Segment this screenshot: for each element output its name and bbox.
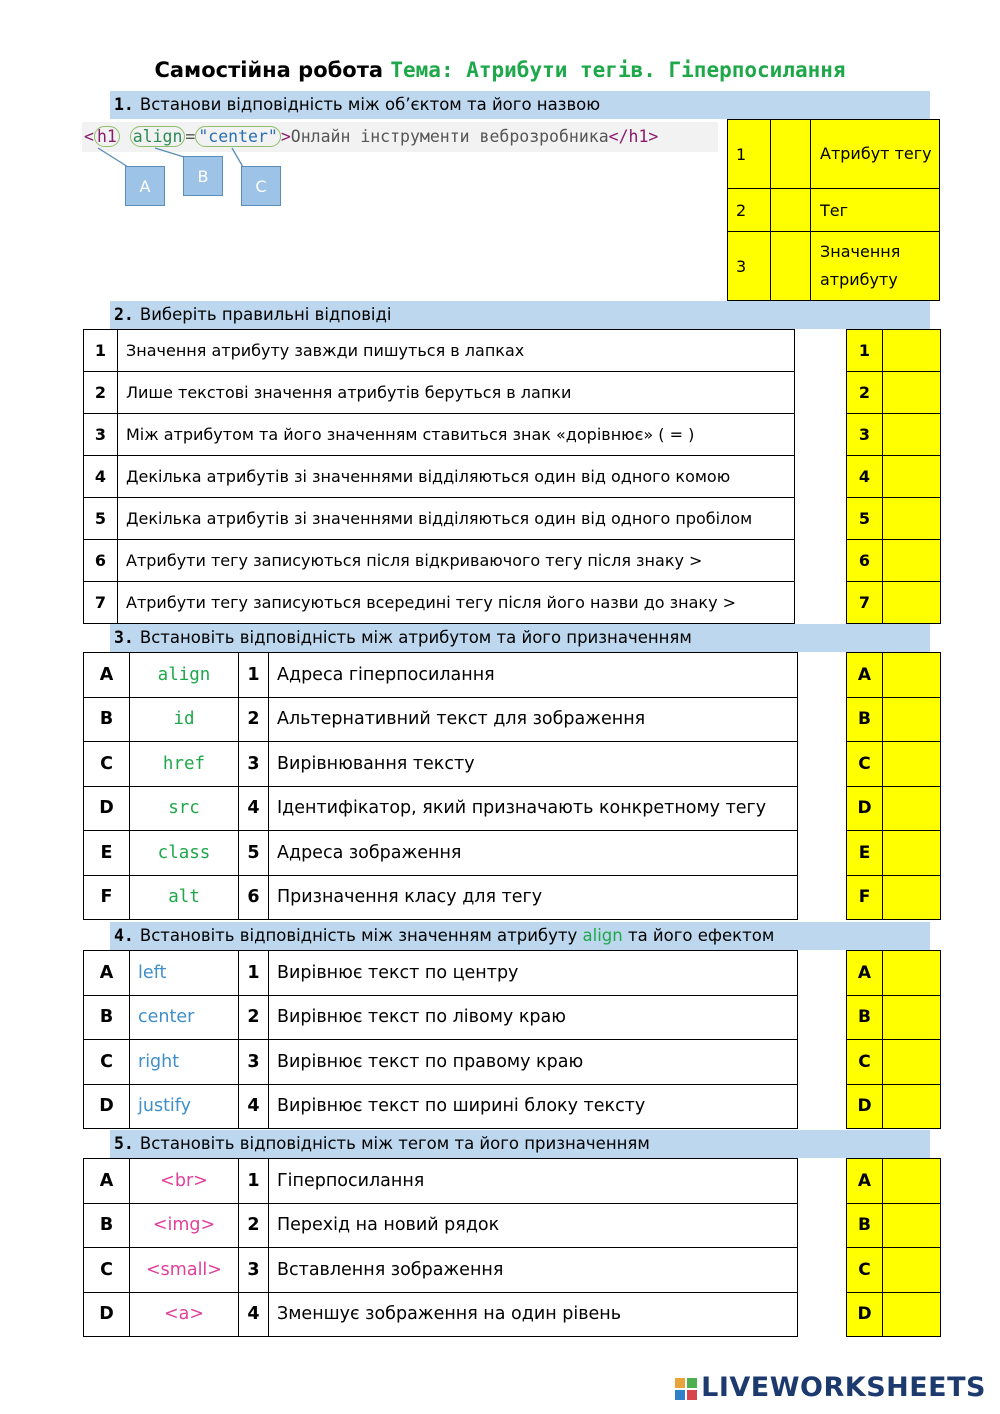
answer-input-b[interactable] bbox=[883, 1203, 941, 1248]
table-row: A <br> 1 Гіперпосилання bbox=[84, 1159, 798, 1204]
code-attribute: align bbox=[130, 126, 186, 147]
statement-row: 4 Декілька атрибутів зі значеннями відділяються один від одного комою bbox=[84, 456, 795, 498]
answer-input-f[interactable] bbox=[883, 875, 941, 920]
section-3-matching-table bbox=[83, 652, 798, 920]
section-1-header: 1. Встанови відповідність між об’єктом та його назвою bbox=[110, 91, 930, 119]
answer-checkbox-4[interactable] bbox=[883, 456, 941, 498]
answer-checkbox-2[interactable] bbox=[883, 372, 941, 414]
label-box-c: C bbox=[241, 166, 281, 206]
answer-input-a[interactable] bbox=[883, 653, 941, 698]
answer-input-b[interactable] bbox=[883, 995, 941, 1040]
section-4-header: 4. Встановіть відповідність між значенням атрибуту align та його ефектом bbox=[110, 922, 930, 950]
section-2-answer-table: 1 2 3 4 5 6 7 bbox=[846, 329, 941, 624]
section-5-matching-table bbox=[83, 1158, 798, 1337]
answer-checkbox-5[interactable] bbox=[883, 498, 941, 540]
section-4-answer-table: A B C D bbox=[846, 950, 941, 1129]
statement-row: 6 Атрибути тегу записуються після відкриваючого тегу після знаку > bbox=[84, 540, 795, 582]
statement-row: 3 Між атрибутом та його значенням ставиться знак «дорівнює» ( = ) bbox=[84, 414, 795, 456]
table-row: A left 1 Вирівнює текст по центру bbox=[84, 951, 798, 996]
section-3-header: 3. Встановіть відповідність між атрибутом та його призначенням bbox=[110, 624, 930, 652]
section-3-answer-table: A B C D E F bbox=[846, 652, 941, 920]
statement-row: 1 Значення атрибуту завжди пишуться в лапках bbox=[84, 330, 795, 372]
liveworksheets-logo-icon bbox=[675, 1376, 697, 1398]
table-row: C href 3 Вирівнювання тексту bbox=[84, 742, 798, 787]
table-row: D <a> 4 Зменшує зображення на один рівень bbox=[84, 1292, 798, 1337]
answer-checkbox-6[interactable] bbox=[883, 540, 941, 582]
liveworksheets-brand: LIVEWORKSHEETS bbox=[675, 1372, 986, 1403]
code-value: "center" bbox=[195, 126, 280, 147]
table-row: C right 3 Вирівнює текст по правому краю bbox=[84, 1040, 798, 1085]
section-1-answer-table: 1 Атрибут тегу 2 Тег 3 Значення атрибуту bbox=[727, 119, 940, 301]
answer-checkbox-7[interactable] bbox=[883, 582, 941, 624]
answer-input-e[interactable] bbox=[883, 831, 941, 876]
table-row: C <small> 3 Вставлення зображення bbox=[84, 1248, 798, 1293]
statement-row: 2 Лише текстові значення атрибутів беруться в лапки bbox=[84, 372, 795, 414]
table-row: B center 2 Вирівнює текст по лівому краю bbox=[84, 995, 798, 1040]
table-row: A align 1 Адреса гіперпосилання bbox=[84, 653, 798, 698]
statement-row: 7 Атрибути тегу записуються всередині тегу після його назви до знаку > bbox=[84, 582, 795, 624]
code-tag: h1 bbox=[94, 126, 120, 147]
answer-input-3[interactable] bbox=[771, 232, 811, 301]
answer-checkbox-1[interactable] bbox=[883, 330, 941, 372]
answer-input-1[interactable] bbox=[771, 120, 811, 189]
statement-row: 5 Декілька атрибутів зі значеннями відділяються один від одного пробілом bbox=[84, 498, 795, 540]
table-row: D justify 4 Вирівнює текст по ширині блоку тексту bbox=[84, 1084, 798, 1129]
answer-input-d[interactable] bbox=[883, 1292, 941, 1337]
section-5-answer-table: A B C D bbox=[846, 1158, 941, 1337]
table-row: F alt 6 Призначення класу для тегу bbox=[84, 875, 798, 920]
answer-input-a[interactable] bbox=[883, 951, 941, 996]
section-2-header: 2. Виберіть правильні відповіді bbox=[110, 301, 930, 329]
answer-input-2[interactable] bbox=[771, 189, 811, 232]
label-box-a: A bbox=[125, 166, 165, 206]
answer-input-b[interactable] bbox=[883, 697, 941, 742]
section-2-statements bbox=[83, 329, 795, 624]
label-box-b: B bbox=[183, 156, 223, 196]
table-row: B id 2 Альтернативний текст для зображення bbox=[84, 697, 798, 742]
answer-input-c[interactable] bbox=[883, 742, 941, 787]
answer-input-d[interactable] bbox=[883, 786, 941, 831]
page-title: Самостійна робота Тема: Атрибути тегів. Гіперпосилання bbox=[154, 58, 846, 82]
answer-checkbox-3[interactable] bbox=[883, 414, 941, 456]
answer-input-a[interactable] bbox=[883, 1159, 941, 1204]
answer-input-c[interactable] bbox=[883, 1248, 941, 1293]
table-row: D src 4 Ідентифікатор, який призначають конкретному тегу bbox=[84, 786, 798, 831]
answer-input-d[interactable] bbox=[883, 1084, 941, 1129]
section-5-header: 5. Встановіть відповідність між тегом та його призначенням bbox=[110, 1130, 930, 1158]
answer-input-c[interactable] bbox=[883, 1040, 941, 1085]
table-row: B <img> 2 Перехід на новий рядок bbox=[84, 1203, 798, 1248]
section-4-matching-table bbox=[83, 950, 798, 1129]
table-row: E class 5 Адреса зображення bbox=[84, 831, 798, 876]
code-example: < h1 align = "center" >Онлайн інструменти веброзробника</h1> bbox=[82, 122, 718, 152]
